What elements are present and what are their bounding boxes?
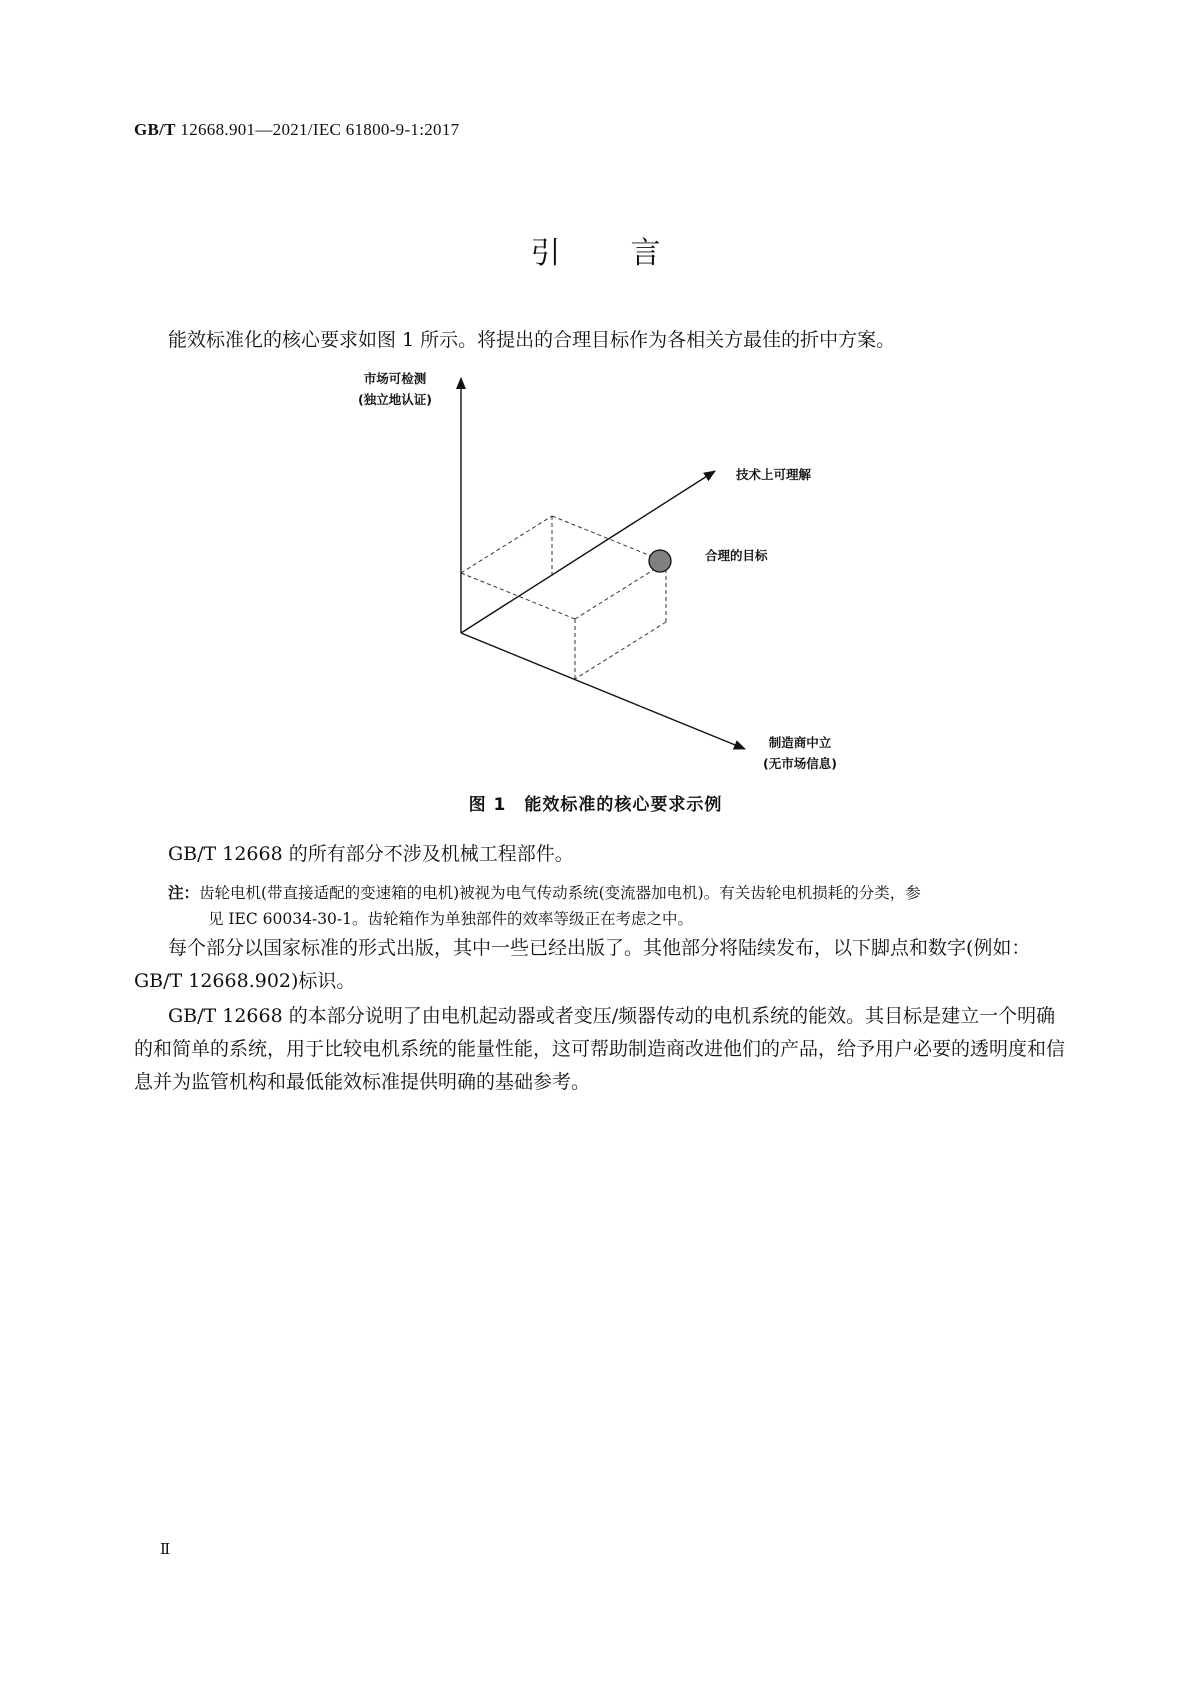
document-code-number: 12668.901—2021/IEC 61800-9-1:2017 — [180, 120, 460, 139]
document-code — [134, 120, 459, 140]
horizontal-axis-label: 制造商中立 — [768, 735, 832, 750]
figure-diagram — [0, 360, 1191, 780]
horizontal-axis — [461, 633, 745, 749]
parts-paragraph: 每个部分以国家标准的形式出版，其中一些已经出版了。其他部分将陆续发布，以下脚点和数字(例如：GB/T 12668.902)标识。 — [134, 937, 1031, 992]
target-label: 合理的目标 — [705, 548, 768, 563]
note-block — [168, 880, 1072, 932]
purpose-paragraph: GB/T 12668 的本部分说明了由电机起动器或者变压/频器传动的电机系统的能效。其目标是建立一个明确的和简单的系统，用于比较电机系统的能量性能，这可帮助制造商改进他们的产品，给予用户必要的透明度和信息并为监管机构和最低能效标准提供明确的基础参考。 — [134, 1005, 1066, 1093]
vertical-axis-sublabel: (独立地认证) — [358, 392, 432, 407]
intro-paragraph: 能效标准化的核心要求如图 1 所示。将提出的合理目标作为各相关方最佳的折中方案。 — [168, 329, 896, 351]
dashed-box — [461, 516, 666, 679]
figure-core-requirements — [0, 360, 1191, 780]
document-code-prefix: GB/T — [134, 120, 176, 139]
note-line-2: 见 IEC 60034-30-1。齿轮箱作为单独部件的效率等级正在考虑之中。 — [208, 910, 694, 928]
figure-caption: 图 1 能效标准的核心要求示例 — [468, 795, 723, 815]
note-text-1: 齿轮电机(带直接适配的变速箱的电机)被视为电气传动系统(变流器加电机)。有关齿轮电机损耗的分类，参 — [199, 884, 921, 902]
scope-paragraph: GB/T 12668 的所有部分不涉及机械工程部件。 — [168, 843, 574, 865]
note-label: 注： — [168, 884, 200, 902]
note-line-1 — [168, 880, 1072, 906]
horizontal-axis-sublabel: (无市场信息) — [763, 756, 837, 771]
diagonal-axis-label: 技术上可理解 — [736, 467, 812, 482]
page-title: 引言 — [530, 236, 731, 271]
page-number: Ⅱ — [160, 1540, 171, 1558]
diagonal-axis — [461, 471, 715, 633]
target-point — [649, 550, 671, 572]
vertical-axis-label: 市场可检测 — [363, 371, 427, 386]
